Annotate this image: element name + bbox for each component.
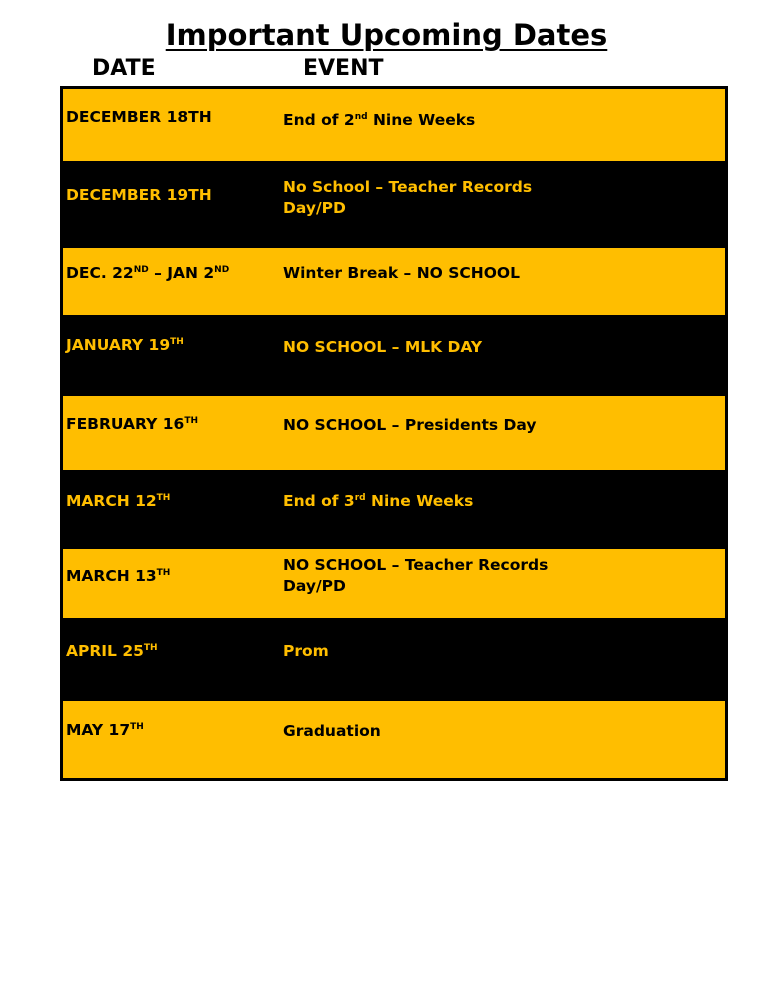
table-row <box>63 161 725 248</box>
date-cell <box>66 641 276 662</box>
text-segment: NO SCHOOL – MLK DAY <box>283 338 483 356</box>
table-row <box>63 701 725 778</box>
event-cell <box>283 491 583 512</box>
ordinal-suffix: rd <box>354 492 366 503</box>
date-cell <box>66 414 276 435</box>
text-segment: End of 2 <box>283 111 355 129</box>
ordinal-suffix: ND <box>133 264 149 275</box>
text-segment: – JAN 2 <box>148 264 215 282</box>
ordinal-suffix: TH <box>170 336 184 347</box>
text-segment: NO SCHOOL – Teacher Records Day/PD <box>283 556 549 595</box>
ordinal-suffix: ND <box>214 264 230 275</box>
text-segment: MARCH 12 <box>66 492 157 510</box>
text-segment: Prom <box>283 642 329 660</box>
ordinal-suffix: TH <box>184 415 198 426</box>
event-cell <box>283 337 583 358</box>
text-segment: APRIL 25 <box>66 642 144 660</box>
text-segment: FEBRUARY 16 <box>66 415 185 433</box>
page-title: Important Upcoming Dates <box>165 18 608 52</box>
event-cell <box>283 641 583 662</box>
event-cell <box>283 177 583 219</box>
text-segment: MARCH 13 <box>66 567 157 585</box>
date-cell <box>66 185 276 206</box>
text-segment: Winter Break – NO SCHOOL <box>283 264 520 282</box>
date-cell <box>66 107 276 128</box>
text-segment: MAY 17 <box>66 721 131 739</box>
ordinal-suffix: TH <box>130 721 144 732</box>
event-cell <box>283 555 583 597</box>
text-segment: DECEMBER 19TH <box>66 186 212 204</box>
table-row <box>63 618 725 701</box>
table-row <box>63 470 725 549</box>
table-row <box>63 396 725 470</box>
date-cell <box>66 720 276 741</box>
ordinal-suffix: TH <box>156 492 171 503</box>
event-cell <box>283 721 583 742</box>
text-segment: Graduation <box>283 722 381 740</box>
ordinal-suffix: TH <box>156 567 171 578</box>
text-segment: DECEMBER 18TH <box>66 108 212 126</box>
text-segment: NO SCHOOL – Presidents Day <box>283 416 537 434</box>
text-segment: Nine Weeks <box>367 111 476 129</box>
date-cell <box>66 263 276 284</box>
event-cell <box>283 263 583 284</box>
table-row <box>63 89 725 161</box>
table-row <box>63 549 725 618</box>
text-segment: No School – Teacher Records Day/PD <box>283 178 533 217</box>
text-segment: DEC. 22 <box>66 264 134 282</box>
ordinal-suffix: TH <box>143 642 158 653</box>
date-column-header: DATE <box>92 56 156 81</box>
date-cell <box>66 491 276 512</box>
event-cell <box>283 415 583 436</box>
event-cell <box>283 110 583 131</box>
dates-table <box>60 86 728 781</box>
event-column-header: EVENT <box>303 56 384 81</box>
date-cell <box>66 566 276 587</box>
text-segment: JANUARY 19 <box>66 336 171 354</box>
text-segment: Nine Weeks <box>365 492 474 510</box>
text-segment: End of 3 <box>283 492 355 510</box>
date-cell <box>66 335 276 356</box>
ordinal-suffix: nd <box>354 111 368 122</box>
table-row <box>63 315 725 396</box>
table-row <box>63 248 725 315</box>
